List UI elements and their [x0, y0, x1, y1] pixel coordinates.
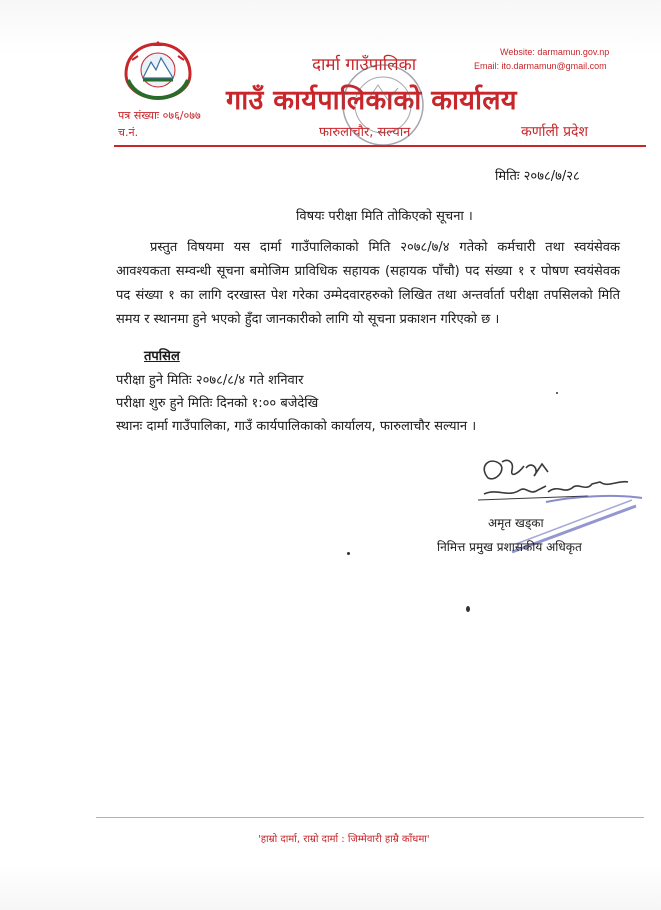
notice-body: प्रस्तुत विषयमा यस दार्मा गाउँपालिकाको मिति २०७८/७/४ गतेको कर्मचारी तथा स्वयंसेवक आवश्यकता सम्वन्धी सूचना बमोजिम प्राविधिक सहायक (सहायक पाँचौ) पद संख्या १ र पोषण स्वयंसेवक पद संख्या १ का लागि दरखास्त पेश गरेका उम्मेदवारहरुको लिखित तथा अन्तर्वार्ता परीक्षा तपसिलको मिति समय र स्थानमा हुने भएको हुँदा जानकारीको लागि यो सूचना प्रकाशन गरिएको छ ।: [116, 240, 620, 327]
email-text: Email: ito.darmamun@gmail.com: [474, 61, 607, 71]
website-text: Website: darmamun.gov.np: [500, 47, 610, 57]
schedule-heading: तपसिल: [144, 349, 180, 364]
nepal-emblem-icon: [120, 40, 196, 100]
schedule-start-time: परीक्षा शुरु हुने मितिः दिनको १:०० बजेदेखि: [116, 396, 319, 411]
schedule-exam-date: परीक्षा हुने मितिः २०७८/८/४ गते शनिवार: [116, 373, 304, 388]
scan-speck: [347, 552, 350, 555]
municipality-name: दार्मा गाउँपालिका: [312, 55, 417, 75]
signatory-title: निमित्त प्रमुख प्रशासकीय अधिकृत: [437, 540, 582, 554]
signatory-name: अमृत खड्का: [488, 516, 544, 530]
office-name: गाउँ कार्यपालिकाको कार्यालय: [226, 85, 517, 116]
schedule-venue: स्थानः दार्मा गाउँपालिका, गाउँ कार्यपालिकाको कार्यालय, फारुलाचौर सल्यान ।: [116, 419, 477, 434]
reference-number: पत्र संख्याः ०७६/०७७: [118, 109, 201, 122]
dispatch-number: च.नं.: [118, 126, 139, 139]
footer-divider: [96, 817, 644, 818]
office-address: फारुलाचौर, सल्यान: [319, 125, 411, 140]
province-name: कर्णाली प्रदेश: [521, 124, 588, 140]
letter-subject: विषयः परीक्षा मिति तोकिएको सूचना ।: [296, 209, 473, 224]
scan-speck: [556, 392, 558, 394]
office-seal-icon: [338, 60, 428, 150]
footer-motto: 'हाम्रो दार्मा, राम्रो दार्मा : जिम्मेवारी हाम्रै काँधमा': [258, 834, 430, 845]
scan-speck: [466, 606, 470, 612]
letter-date: मितिः २०७८/७/२८: [495, 169, 580, 184]
